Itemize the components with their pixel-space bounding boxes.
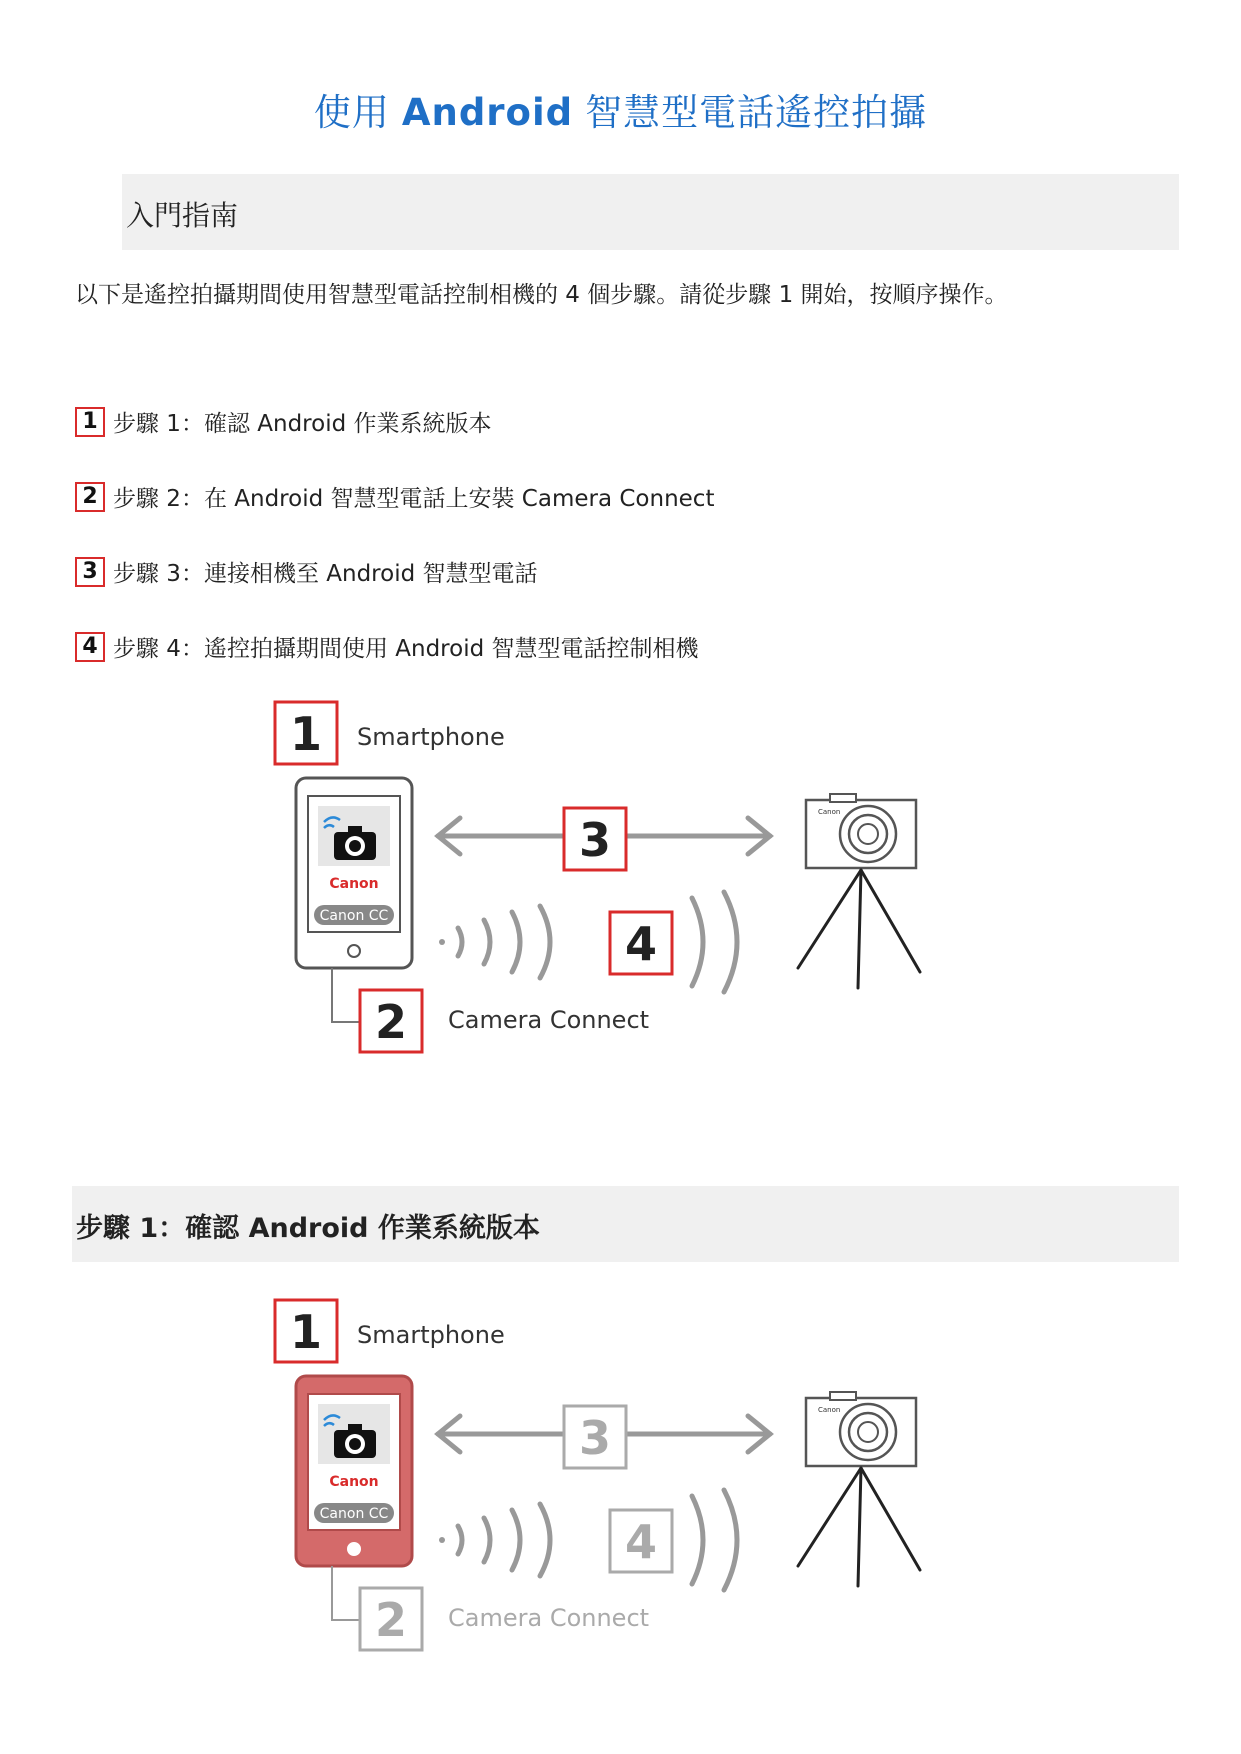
- smartphone-icon: [296, 778, 412, 968]
- step-number-badge: 2: [75, 482, 105, 512]
- step-label: 步驟 2：在 Android 智慧型電話上安裝 Camera Connect: [113, 486, 715, 512]
- smartphone-label: Smartphone: [357, 723, 505, 751]
- diagram-number-1: 1: [289, 1305, 323, 1359]
- section-heading-intro: 入門指南: [126, 199, 239, 232]
- smartphone-highlighted-icon: [296, 1376, 412, 1566]
- section-heading-step1: 步驟 1：確認 Android 作業系統版本: [76, 1213, 540, 1244]
- section-heading-bar: [72, 1186, 1179, 1262]
- app-brand-text: Canon: [329, 1474, 379, 1490]
- app-brand-text: Canon: [329, 876, 379, 892]
- app-label-text: Canon CC: [319, 1506, 389, 1522]
- step-link-1[interactable]: [75, 405, 492, 438]
- camera-brand-text: Canon: [818, 1406, 841, 1414]
- step-link-3[interactable]: [75, 555, 538, 588]
- camera-icon: [806, 1392, 916, 1466]
- diagram-number-4: 4: [624, 917, 658, 971]
- step-number-badge: 1: [75, 407, 105, 437]
- step-label: 步驟 4：遙控拍攝期間使用 Android 智慧型電話控制相機: [113, 636, 699, 662]
- section-heading-bar: [122, 174, 1179, 250]
- smartphone-label: Smartphone: [357, 1321, 505, 1349]
- wireless-signal-icon: [439, 892, 737, 992]
- title-prefix: 使用: [313, 91, 390, 134]
- step-number-badge: 3: [75, 557, 105, 587]
- tripod-icon: [798, 1468, 920, 1586]
- diagram-number-3: 3: [578, 813, 612, 867]
- step-label: 步驟 3：連接相機至 Android 智慧型電話: [113, 561, 538, 587]
- step1-diagram: [270, 1298, 950, 1668]
- camera-brand-text: Canon: [818, 808, 841, 816]
- diagram-number-2: 2: [374, 995, 408, 1049]
- step-number-badge: 4: [75, 632, 105, 662]
- camera-connect-label: Camera Connect: [448, 1006, 650, 1034]
- page-title: [0, 82, 1241, 136]
- tripod-icon: [798, 870, 920, 988]
- overview-diagram: [270, 700, 950, 1070]
- camera-connect-label: Camera Connect: [448, 1604, 650, 1632]
- diagram-number-2: 2: [374, 1593, 408, 1647]
- intro-paragraph: 以下是遙控拍攝期間使用智慧型電話控制相機的 4 個步驟。請從步驟 1 開始，按順序操作。: [75, 282, 1008, 308]
- title-suffix: 智慧型電話遙控拍攝: [585, 91, 928, 134]
- wireless-signal-icon: [439, 1490, 737, 1590]
- diagram-number-3: 3: [578, 1411, 612, 1465]
- step-link-4[interactable]: [75, 630, 699, 663]
- app-label-text: Canon CC: [319, 908, 389, 924]
- diagram-number-4: 4: [624, 1515, 658, 1569]
- title-brand: Android: [401, 91, 574, 134]
- step-link-2[interactable]: [75, 480, 714, 513]
- camera-icon: [806, 794, 916, 868]
- step-label: 步驟 1：確認 Android 作業系統版本: [113, 411, 492, 437]
- diagram-number-1: 1: [289, 707, 323, 761]
